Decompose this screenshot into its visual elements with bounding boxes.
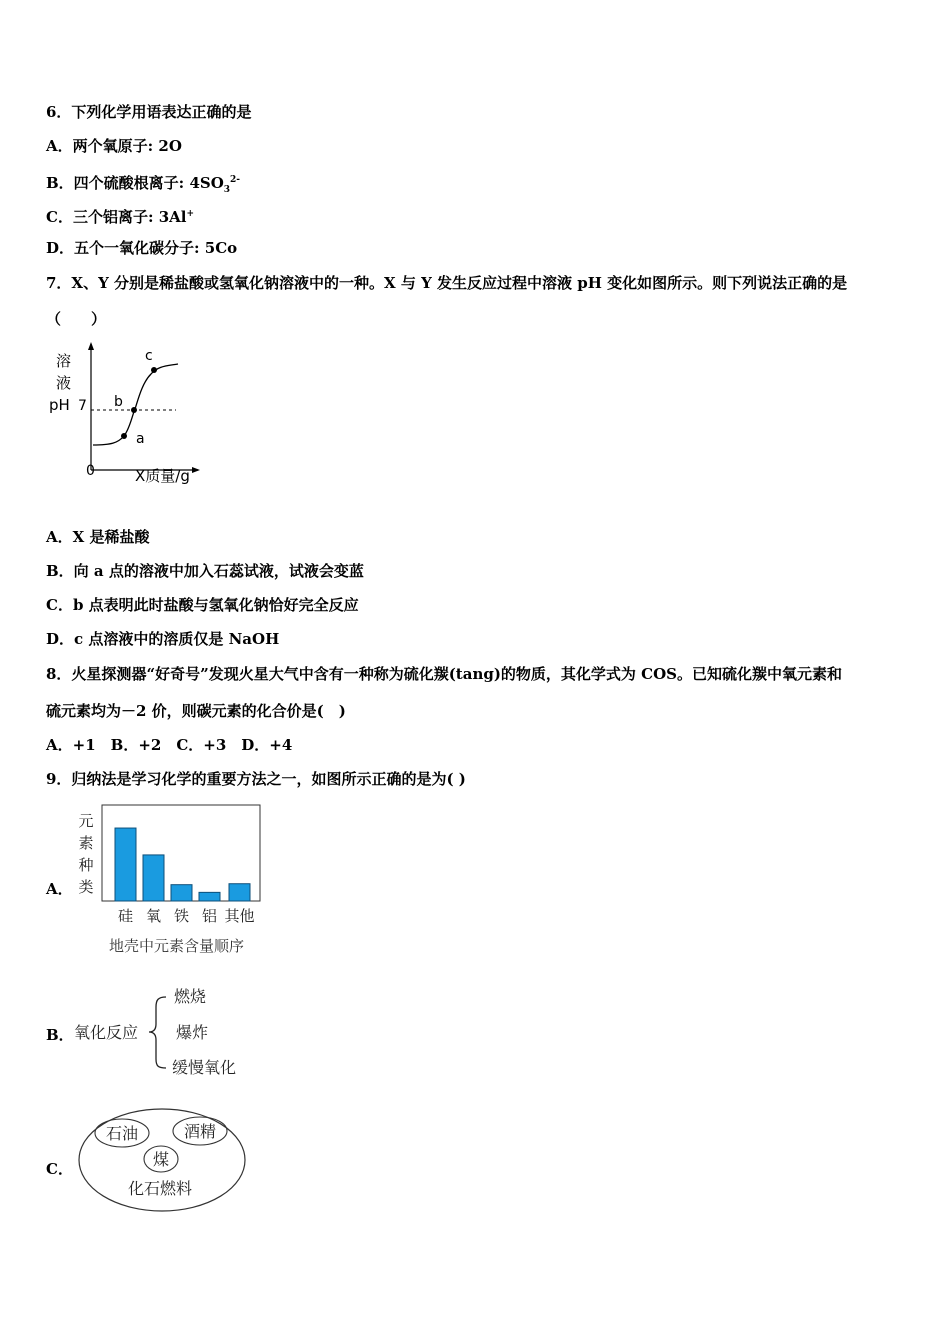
oxidation-item-2: 爆炸 (176, 1023, 209, 1042)
fossil-fuel-diagram (76, 1100, 256, 1215)
q6-option-b-sup: 2- (230, 175, 241, 185)
q9-stem: 9．归纳法是学习化学的重要方法之一，如图所示正确的是为( ) (46, 770, 466, 788)
ph-point-a (121, 433, 127, 439)
q7-option-c: C．b 点表明此时盐酸与氢氧化钠恰好完全反应 (46, 596, 359, 614)
oxidation-diagram (72, 982, 252, 1082)
bar-category-4: 其他 (224, 907, 255, 925)
bar-2 (171, 885, 192, 901)
bar-ylabel-char-3: 类 (78, 878, 94, 896)
bar-1 (143, 855, 164, 901)
ph-point-b (131, 407, 137, 413)
bar-category-0: 硅 (117, 907, 134, 925)
fossil-outer-label: 化石燃料 (127, 1179, 193, 1198)
element-bar-chart (74, 800, 274, 958)
ph-ylabel-2: 液 (56, 374, 72, 392)
q8-stem-line2: 硫元素均为－2 价，则碳元素的化合价是( ) (46, 702, 346, 720)
oxidation-item-1: 燃烧 (174, 987, 207, 1006)
bar-4 (229, 884, 250, 901)
ph-label-a: a (136, 431, 145, 447)
bar-category-3: 铝 (201, 907, 218, 925)
q9-option-c-label: C． (46, 1160, 73, 1178)
ph-point-c (151, 367, 157, 373)
ph-ylabel-3: pH (49, 396, 70, 414)
oxidation-brace (149, 997, 166, 1068)
q7-option-a: A．X 是稀盐酸 (46, 528, 150, 546)
q6-option-b (46, 170, 240, 200)
q6-option-b-sub: 3 (223, 185, 231, 195)
ph-y-arrow (88, 342, 94, 350)
fossil-item-1: 石油 (105, 1124, 139, 1143)
bar-xlabel: 地壳中元素含量顺序 (109, 937, 245, 955)
ph-ylabel-1: 溶 (56, 352, 72, 370)
q9-option-a-label: A． (46, 880, 73, 898)
oxidation-item-3: 缓慢氧化 (172, 1058, 237, 1077)
bar-3 (199, 892, 220, 901)
q6-option-b-text: B．四个硫酸根离子: 4SO (46, 174, 224, 192)
ph-ylabel (49, 352, 71, 414)
q6-option-a: A．两个氧原子: 2O (46, 137, 182, 155)
q6-option-c (46, 204, 194, 227)
q9-option-b-label: B． (46, 1026, 74, 1044)
q7-option-d: D．c 点溶液中的溶质仅是 NaOH (46, 630, 280, 648)
ph-tick-7: 7 (78, 398, 87, 414)
q6-stem: 6．下列化学用语表达正确的是 (46, 103, 252, 121)
q8-options: A．+1 B．+2 C．+3 D．+4 (46, 736, 293, 754)
bar-ylabel-char-0: 元 (78, 812, 94, 830)
q6-option-c-sup: + (186, 209, 195, 219)
bar-ylabel-char-2: 种 (78, 856, 94, 874)
q6-option-c-text: C．三个铝离子: 3Al (46, 208, 187, 226)
bar-ylabel (78, 812, 93, 896)
bar-category-1: 氧 (145, 907, 162, 925)
q7-stem: 7．X、Y 分别是稀盐酸或氢氧化钠溶液中的一种。X 与 Y 发生反应过程中溶液 pH 变化如图所示。则下列说法正确的是 (46, 274, 848, 292)
ph-xlabel: X质量/g (135, 467, 190, 485)
q8-stem-line1: 8．火星探测器“好奇号”发现火星大气中含有一种称为硫化羰(tang)的物质，其化学式为 COS。已知硫化羰中氧元素和 (46, 665, 842, 683)
oxidation-root: 氧化反应 (74, 1023, 139, 1042)
q7-option-b: B．向 a 点的溶液中加入石蕊试液，试液会变蓝 (46, 562, 364, 580)
ph-curve-chart (46, 338, 216, 490)
ph-label-c: c (145, 348, 153, 364)
q6-option-d: D．五个一氧化碳分子: 5Co (46, 239, 238, 257)
bar-ylabel-char-1: 素 (78, 834, 94, 852)
ph-x-arrow (192, 467, 200, 473)
fossil-item-2: 酒精 (183, 1122, 217, 1141)
ph-label-b: b (114, 394, 123, 410)
q7-paren: （ ） (46, 310, 107, 328)
bar-category-2: 铁 (173, 907, 190, 925)
ph-origin: 0 (86, 463, 95, 479)
bar-0 (115, 828, 136, 901)
fossil-item-3: 煤 (152, 1150, 170, 1169)
